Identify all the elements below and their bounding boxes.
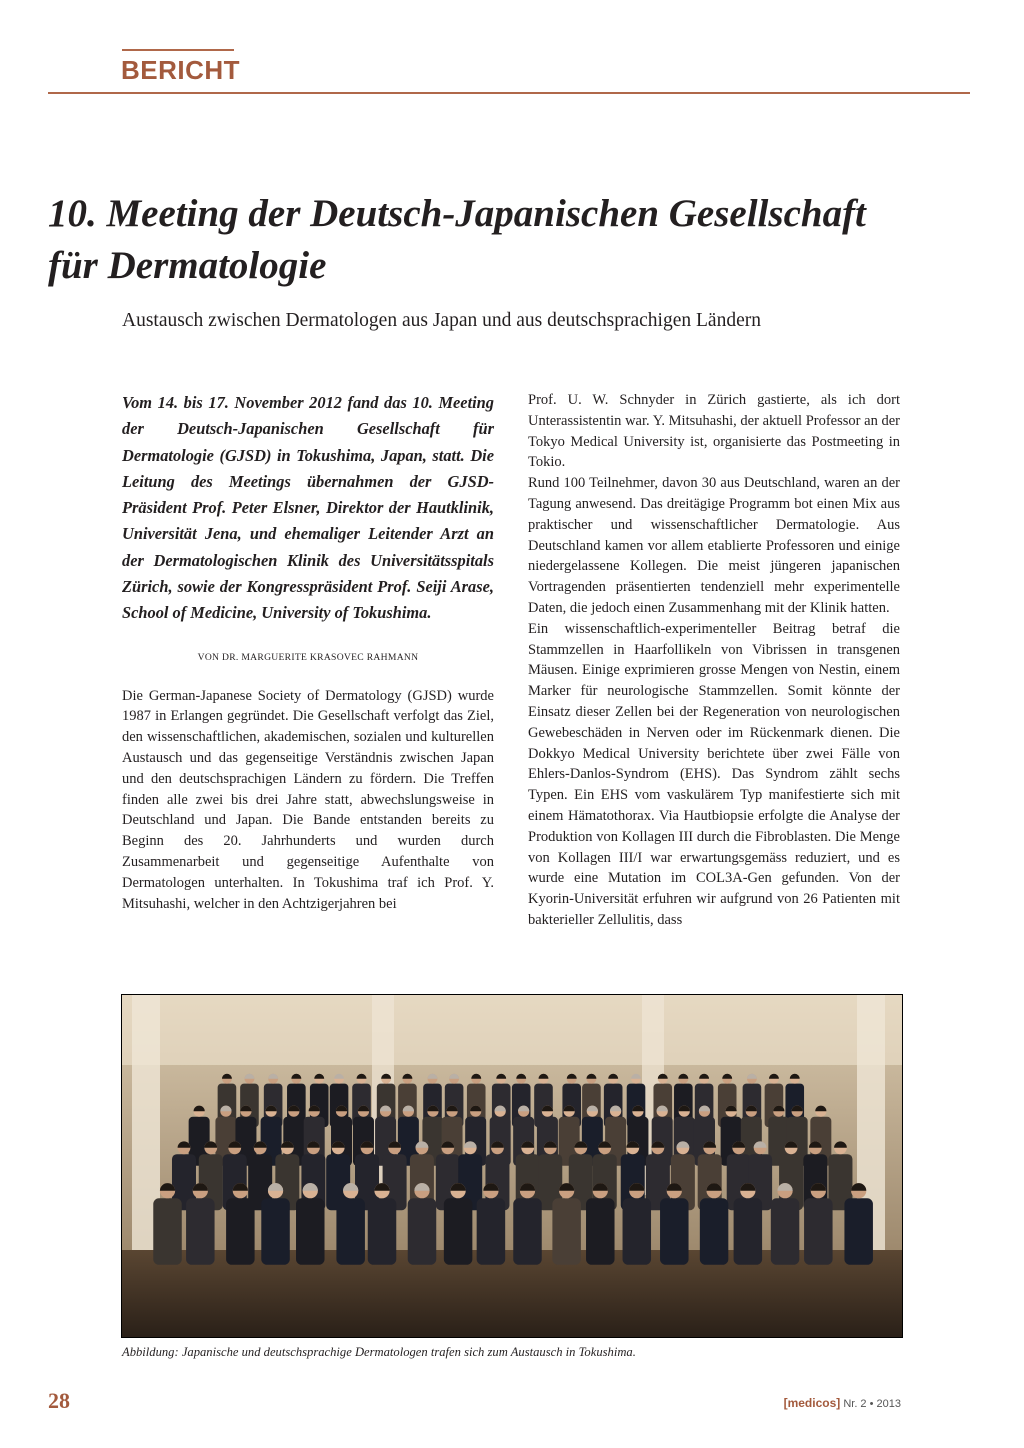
page-number: 28 (48, 1388, 70, 1413)
column-right (528, 390, 900, 931)
person-body (153, 1198, 182, 1265)
person-body (296, 1198, 325, 1265)
section-rule-top (122, 49, 234, 51)
person-body (226, 1198, 255, 1265)
person-body (444, 1198, 473, 1265)
article-title-line2: für Dermatologie (48, 244, 327, 287)
issue-info: Nr. 2 • 2013 (840, 1398, 901, 1410)
person-body (368, 1198, 397, 1265)
paragraph-1-right: Prof. U. W. Schnyder in Zürich gastierte, als ich dort Unterassistentin war. Y. Mitsuhashi, der aktuell Professor an der Tokyo Medical University ist, organisierte das Postmeeting in Tokio. (528, 392, 900, 471)
person-body (660, 1198, 689, 1265)
person-body (586, 1198, 615, 1265)
byline-author: MARGUERITE KRASOVEC RAHMANN (241, 651, 419, 663)
section-divider (48, 92, 970, 94)
article-title (48, 188, 948, 292)
paragraph-2: Rund 100 Teilnehmer, davon 30 aus Deutschland, waren an der Tagung anwesend. Das dreitägige Programm bot einen Mix aus praktischer und wissenschaftlicher Dermatologie. Aus Deutschland kamen vor allem etablierte Professoren und einige niedergelassene Kollegen. Die meist jüngeren japanischen Vortragenden präsentierten tendenziell mehr experimentelle Daten, die jedoch einen Zusammenhang mit der Klinik hatten. (528, 475, 900, 616)
article-subtitle: Austausch zwischen Dermatologen aus Japan und aus deutschsprachigen Ländern (122, 310, 761, 331)
person-body (513, 1198, 542, 1265)
magazine-brand: [medicos] (783, 1396, 841, 1410)
body-text-right (528, 390, 900, 931)
person-body (336, 1198, 365, 1265)
paragraph-1-left: Die German-Japanese Society of Dermatology (GJSD) wurde 1987 in Erlangen gegründet. Die Gesellschaft verfolgt das Ziel, den wissenschaftlichen, akademischen, sozialen und kulturellen Austausch und das gegenseitige Verständnis zwischen Japan und den deutschsprachigen Ländern zu fördern. Die Treffen finden alle zwei bis drei Jahre statt, abwechslungsweise in Deutschland und Japan. Die Bande entstanden bereits zu Beginn des 20. Jahrhunderts und wurden durch Zusammenarbeit und gegenseitige Aufenthalte von Dermatologen unterhalten. In Tokushima traf ich Prof. Y. Mitsuhashi, welcher in den Achtzigerjahren bei (122, 687, 494, 912)
person-body (623, 1198, 652, 1265)
person-body (186, 1198, 215, 1265)
person-body (552, 1198, 581, 1265)
photo-caption: Abbildung: Japanische und deutschsprachige Dermatologen trafen sich zum Austausch in Tokushima. (122, 1345, 636, 1359)
person-body (700, 1198, 729, 1265)
person-body (408, 1198, 437, 1265)
article-lead: Vom 14. bis 17. November 2012 fand das 10. Meeting der Deutsch-Japanischen Gesellschaft für Dermatologie (GJSD) in Tokushima, Japan, statt. Die Leitung des Meetings übernahmen der GJSD-Präsident Prof. Peter Elsner, Direktor der Hautklinik, Universität Jena, und ehemaliger Leitender Arzt an der Dermatologischen Klinik des Universitätsspitals Zürich, sowie der Kongresspräsident Prof. Seiji Arase, School of Medicine, University of Tokushima. (122, 393, 494, 623)
group-photo-image (122, 995, 902, 1337)
column-left (122, 390, 494, 914)
byline-prefix: VON DR. (197, 651, 242, 663)
person-body (477, 1198, 506, 1265)
body-text-left (122, 686, 494, 915)
section-label: BERICHT (121, 55, 241, 85)
person-body (804, 1198, 833, 1265)
person-body (734, 1198, 763, 1265)
footer-issue (784, 1396, 901, 1410)
group-photo (121, 994, 903, 1338)
paragraph-3: Ein wissenschaftlich-experimenteller Beitrag betraf die Stammzellen in Haarfollikeln von Vibrissen in transgenen Mäusen. Einige exprimieren grosse Mengen von Nestin, einem Marker für neurologische Stammzellen. Somit könnte der Einsatz dieser Zellen bei der Regeneration von neurologischen Gewebeschäden in Nerven oder im Rückenmark dienen. Die Dokkyo Medical University berichtete über zwei Fälle von Ehlers-Danlos-Syndrom (EHS). Das Syndrom zählt sechs Typen. Ein EHS vom vaskulärem Typ manifestierte sich mit einem Hämatothorax. Via Hautbiopsie erfolgte die Analyse der Produktion von Kollagen III durch die Fibroblasten. Die Menge von Kollagen III/I war erwartungsgemäss reduziert, und es wurde eine Mutation im COL3A-Gen gefunden. Von der Kyorin-Universität erfuhren wir aufgrund von 26 Patienten mit bakterieller Zellulitis, dass (528, 620, 900, 928)
byline (122, 649, 494, 664)
article-title-line1: 10. Meeting der Deutsch-Japanischen Gesellschaft (48, 192, 866, 235)
person-body (844, 1198, 873, 1265)
person-body (261, 1198, 290, 1265)
person-body (771, 1198, 800, 1265)
